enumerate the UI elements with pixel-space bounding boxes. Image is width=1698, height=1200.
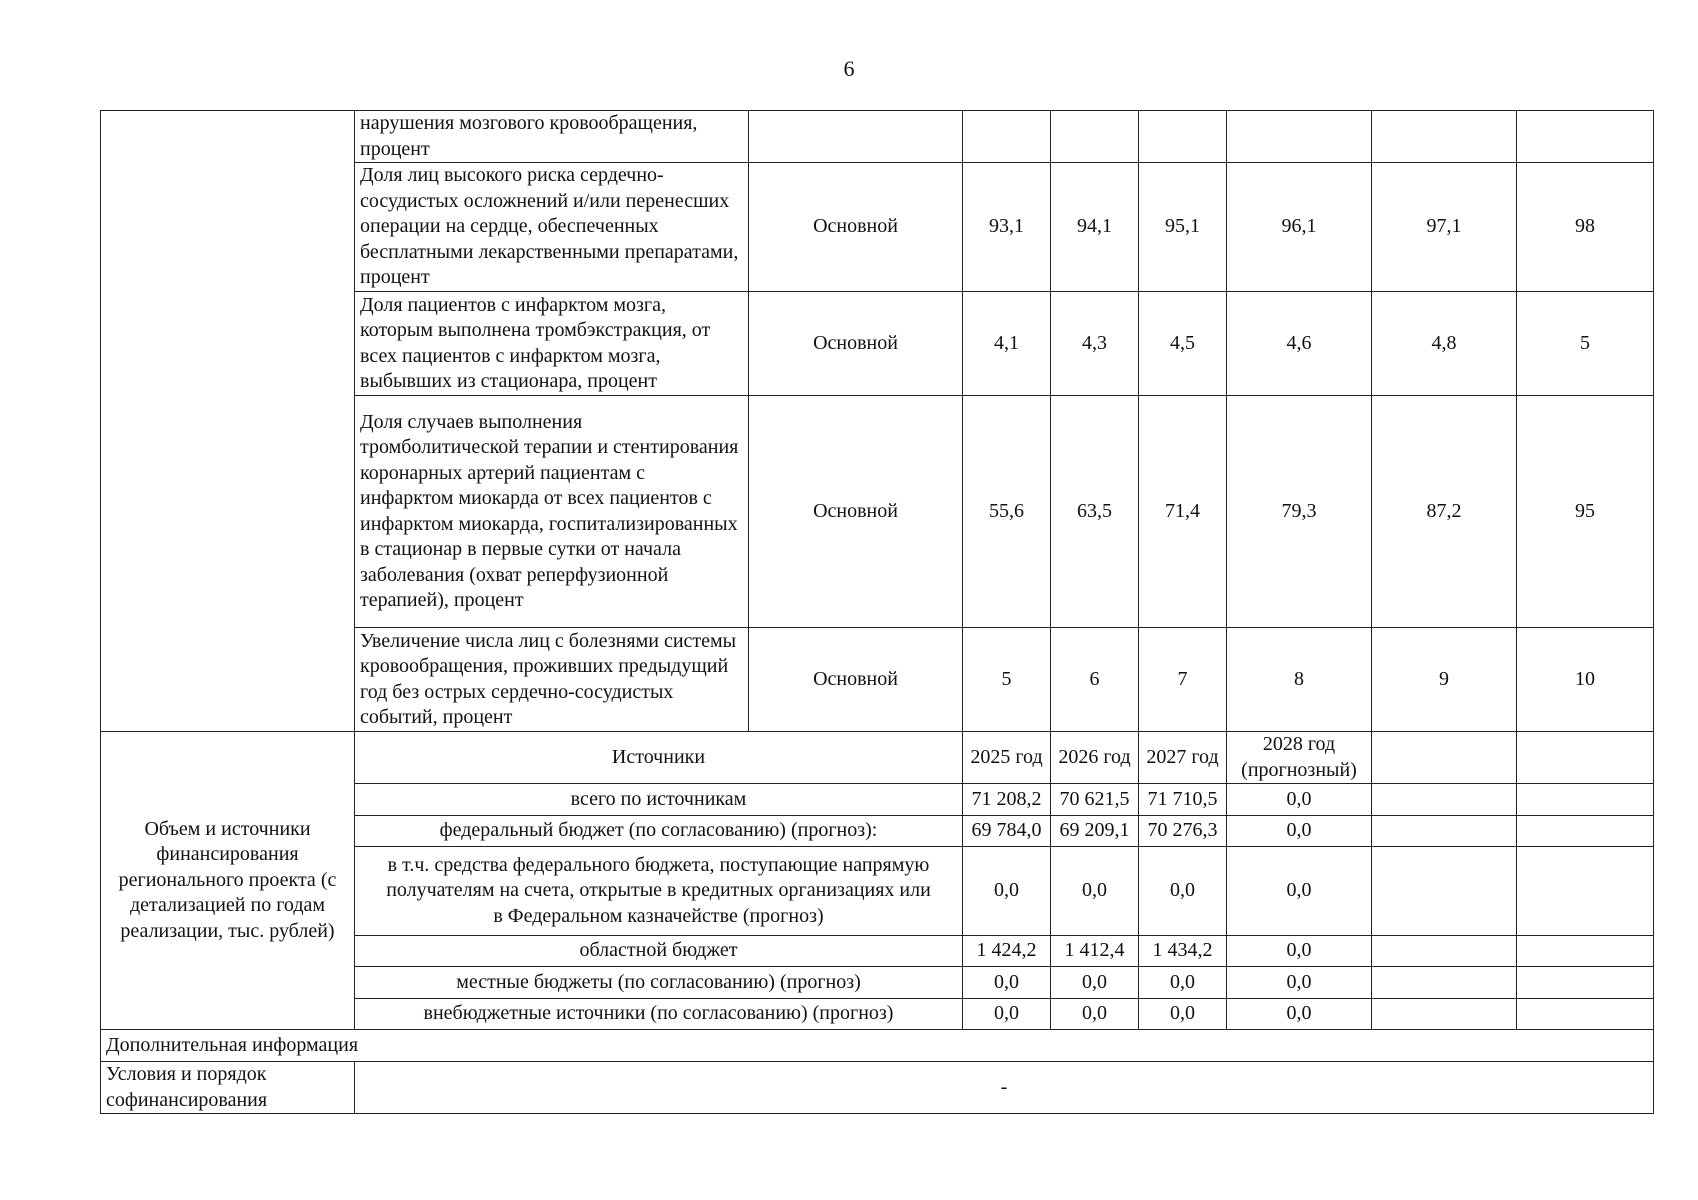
indicator-value: 55,6 [963, 396, 1051, 628]
empty-cell [1517, 936, 1654, 967]
indicator-value: 4,1 [963, 292, 1051, 396]
empty-cell [1372, 999, 1517, 1030]
empty-cell [1372, 816, 1517, 847]
indicator-value: 71,4 [1139, 396, 1227, 628]
empty-cell [1517, 967, 1654, 999]
indicator-value: 97,1 [1372, 163, 1517, 292]
indicator-value [1517, 111, 1654, 163]
empty-cell [1372, 784, 1517, 816]
indicator-value: 9 [1372, 628, 1517, 732]
funding-value: 0,0 [1139, 967, 1227, 999]
empty-label-cell [101, 111, 355, 732]
year-header: 2025 год [963, 732, 1051, 784]
indicator-type [749, 111, 963, 163]
indicator-value: 4,5 [1139, 292, 1227, 396]
empty-cell [1517, 732, 1654, 784]
funding-value: 70 621,5 [1051, 784, 1139, 816]
additional-info-row [101, 1030, 1654, 1062]
empty-cell [1372, 732, 1517, 784]
empty-cell [1372, 847, 1517, 936]
indicator-type: Основной [749, 163, 963, 292]
indicator-type: Основной [749, 396, 963, 628]
indicator-value: 4,8 [1372, 292, 1517, 396]
indicator-value [1139, 111, 1227, 163]
indicator-value: 4,6 [1227, 292, 1372, 396]
funding-value: 0,0 [1051, 999, 1139, 1030]
funding-value: 71 710,5 [1139, 784, 1227, 816]
funding-header-row [101, 732, 1654, 784]
indicator-name: Доля пациентов с инфарктом мозга, которым выполнена тромбэкстракция, от всех пациентов с инфарктом мозга, выбывших из стационара, процент [355, 292, 749, 396]
funding-value: 0,0 [1227, 999, 1372, 1030]
funding-value: 71 208,2 [963, 784, 1051, 816]
indicator-value [1051, 111, 1139, 163]
page-number: 6 [843, 56, 855, 81]
additional-info-heading: Дополнительная информация [101, 1030, 1654, 1062]
funding-value: 0,0 [1227, 967, 1372, 999]
indicator-value: 93,1 [963, 163, 1051, 292]
indicator-type: Основной [749, 628, 963, 732]
funding-source: областной бюджет [355, 936, 963, 967]
indicator-value: 94,1 [1051, 163, 1139, 292]
funding-source: в т.ч. средства федерального бюджета, поступающие напрямую получателям на счета, открытые в кредитных организациях или в Федеральном казначействе (прогноз) [355, 847, 963, 936]
funding-value: 1 434,2 [1139, 936, 1227, 967]
indicator-value: 96,1 [1227, 163, 1372, 292]
empty-cell [1517, 784, 1654, 816]
table-row [101, 111, 1654, 163]
funding-value: 0,0 [1139, 999, 1227, 1030]
indicator-value [1372, 111, 1517, 163]
indicator-value: 5 [1517, 292, 1654, 396]
funding-source: местные бюджеты (по согласованию) (прогноз) [355, 967, 963, 999]
indicator-name: Увеличение числа лиц с болезнями системы кровообращения, проживших предыдущий год без острых сердечно-сосудистых событий, процент [355, 628, 749, 732]
indicator-value: 87,2 [1372, 396, 1517, 628]
funding-value: 69 209,1 [1051, 816, 1139, 847]
funding-value: 0,0 [1051, 847, 1139, 936]
funding-value: 0,0 [963, 847, 1051, 936]
indicator-type: Основной [749, 292, 963, 396]
funding-value: 0,0 [1139, 847, 1227, 936]
indicator-name: нарушения мозгового кровообращения, процент [355, 111, 749, 163]
empty-cell [1372, 967, 1517, 999]
indicator-value [963, 111, 1051, 163]
year-header: 2028 год (прогнозный) [1227, 732, 1372, 784]
cofinancing-label: Условия и порядок софинансирования [101, 1062, 355, 1114]
funding-source: всего по источникам [355, 784, 963, 816]
indicator-value: 98 [1517, 163, 1654, 292]
year-header: 2026 год [1051, 732, 1139, 784]
indicator-value: 4,3 [1051, 292, 1139, 396]
empty-cell [1372, 936, 1517, 967]
funding-value: 69 784,0 [963, 816, 1051, 847]
funding-value: 1 412,4 [1051, 936, 1139, 967]
empty-cell [1517, 847, 1654, 936]
funding-source: федеральный бюджет (по согласованию) (прогноз): [355, 816, 963, 847]
funding-value: 0,0 [1227, 816, 1372, 847]
cofinancing-row [101, 1062, 1654, 1114]
empty-cell [1517, 999, 1654, 1030]
indicator-value: 8 [1227, 628, 1372, 732]
indicator-value: 5 [963, 628, 1051, 732]
project-table [100, 110, 1654, 1114]
funding-value: 0,0 [1227, 784, 1372, 816]
indicator-value: 95 [1517, 396, 1654, 628]
funding-value: 0,0 [963, 999, 1051, 1030]
funding-value: 0,0 [963, 967, 1051, 999]
year-header: 2027 год [1139, 732, 1227, 784]
indicator-value: 63,5 [1051, 396, 1139, 628]
indicator-value: 79,3 [1227, 396, 1372, 628]
sources-header: Источники [355, 732, 963, 784]
indicator-value: 7 [1139, 628, 1227, 732]
funding-value: 1 424,2 [963, 936, 1051, 967]
funding-value: 0,0 [1051, 967, 1139, 999]
empty-cell [1517, 816, 1654, 847]
funding-value: 70 276,3 [1139, 816, 1227, 847]
indicator-name: Доля лиц высокого риска сердечно-сосудистых осложнений и/или перенесших операции на сердце, обеспеченных бесплатными лекарственными препаратами, процент [355, 163, 749, 292]
indicator-value: 6 [1051, 628, 1139, 732]
indicator-value [1227, 111, 1372, 163]
funding-label: Объем и источники финансирования регионального проекта (с детализацией по годам реализации, тыс. рублей) [101, 732, 355, 1030]
funding-source: внебюджетные источники (по согласованию) (прогноз) [355, 999, 963, 1030]
indicator-value: 10 [1517, 628, 1654, 732]
indicator-name: Доля случаев выполнения тромболитической терапии и стентирования коронарных артерий пациентам с инфарктом миокарда от всех пациентов с инфарктом миокарда, госпитализированных в стационар в первые сутки от начала заболевания (охват реперфузионной терапией), процент [355, 396, 749, 628]
indicator-value: 95,1 [1139, 163, 1227, 292]
funding-value: 0,0 [1227, 936, 1372, 967]
funding-value: 0,0 [1227, 847, 1372, 936]
cofinancing-value: - [355, 1062, 1654, 1114]
